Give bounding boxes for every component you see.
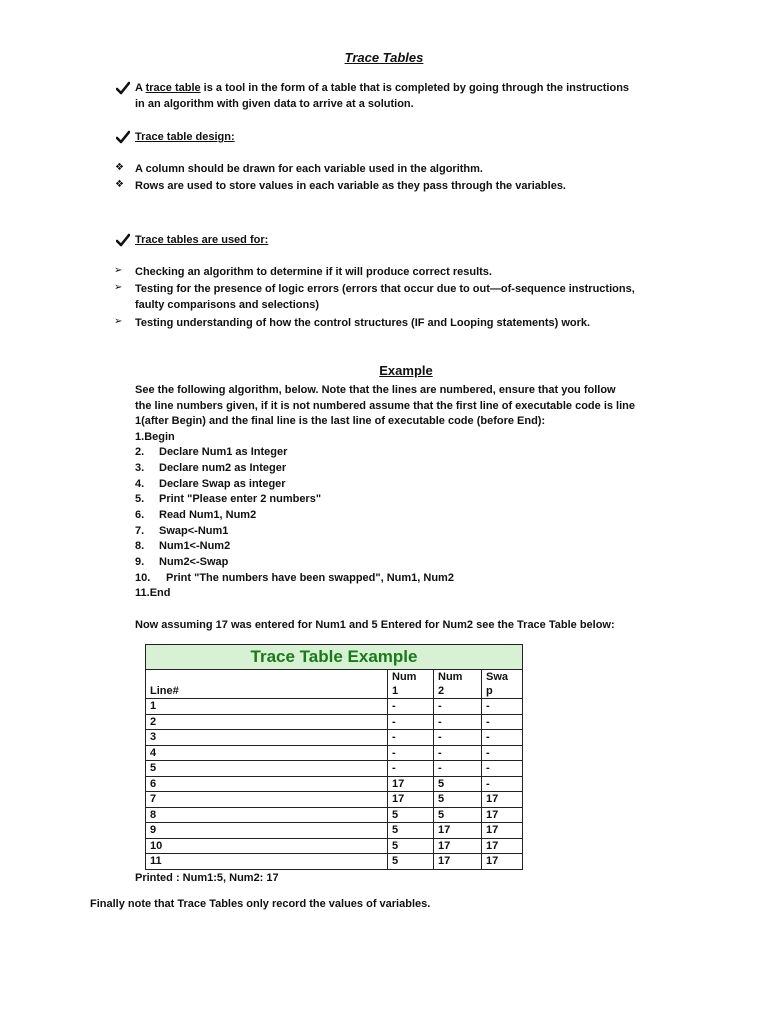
table-row: 1 - - - — [146, 699, 523, 715]
diamond-bullet-icon: ❖ — [115, 179, 124, 190]
uses-heading: Trace tables are used for: — [135, 234, 269, 246]
design-bullet: A column should be drawn for each variable used in the algorithm. — [135, 163, 483, 175]
algorithm-line-number: 5. — [135, 493, 145, 505]
algorithm-line-code: Print "Please enter 2 numbers" — [159, 493, 322, 505]
arrow-bullet-icon: ➢ — [114, 316, 123, 327]
checkmark-icon — [116, 233, 130, 247]
arrow-bullet-icon: ➢ — [114, 282, 123, 293]
table-row: 4 - - - — [146, 745, 523, 761]
uses-item: Checking an algorithm to determine if it will produce correct results. — [135, 266, 492, 278]
algorithm-line-code: Num1<-Num2 — [159, 540, 231, 552]
algorithm-line-code: Declare num2 as Integer — [159, 462, 287, 474]
example-heading: Example — [379, 363, 433, 378]
algorithm-line-number: 2. — [135, 446, 145, 458]
table-row: 3 - - - — [146, 730, 523, 746]
table-caption-row — [146, 645, 523, 670]
table-row: 7 17 5 17 — [146, 792, 523, 808]
header-line: Line# — [146, 670, 388, 699]
example-intro-line: See the following algorithm, below. Note that the lines are numbered, ensure that you follow — [135, 384, 616, 396]
algorithm-line-code: Read Num1, Num2 — [159, 509, 257, 521]
table-row: 10 5 17 17 — [146, 838, 523, 854]
uses-item: Testing understanding of how the control structures (IF and Looping statements) work. — [135, 317, 591, 329]
algorithm-line-number: 4. — [135, 478, 145, 490]
algorithm-line-code: Declare Num1 as Integer — [159, 446, 288, 458]
table-row: 9 5 17 17 — [146, 823, 523, 839]
table-caption: Trace Table Example — [146, 645, 523, 670]
diamond-bullet-icon: ❖ — [115, 162, 124, 173]
algorithm-line-number: 3. — [135, 462, 145, 474]
algorithm-line-number: 10. — [135, 572, 151, 584]
header-swap: Swa p — [482, 670, 523, 699]
algorithm-line-code: Swap<-Num1 — [159, 525, 229, 537]
uses-item-continued: faulty comparisons and selections) — [135, 299, 319, 311]
uses-item: Testing for the presence of logic errors (errors that occur due to out—of-sequence instructions, — [135, 283, 635, 295]
table-row: 6 17 5 - — [146, 776, 523, 792]
algorithm-line-number: 8. — [135, 540, 145, 552]
table-row: 2 - - - — [146, 714, 523, 730]
algorithm-line-code: Num2<-Swap — [159, 556, 229, 568]
algorithm-line-number: 7. — [135, 525, 145, 537]
algorithm-line-code: Declare Swap as integer — [159, 478, 286, 490]
arrow-bullet-icon: ➢ — [114, 265, 123, 276]
algorithm-line-number: 6. — [135, 509, 145, 521]
final-note: Finally note that Trace Tables only record the values of variables. — [90, 898, 431, 910]
checkmark-icon — [116, 81, 130, 95]
header-num1: Num 1 — [388, 670, 434, 699]
header-num2: Num 2 — [434, 670, 482, 699]
algorithm-line-number: 9. — [135, 556, 145, 568]
assumption-text: Now assuming 17 was entered for Num1 and 5 Entered for Num2 see the Trace Table below: — [135, 619, 615, 631]
trace-table — [145, 644, 523, 870]
checkmark-icon — [116, 130, 130, 144]
table-header-row — [146, 670, 523, 699]
algorithm-line: 11.End — [135, 587, 171, 599]
table-row: 5 - - - — [146, 761, 523, 777]
printed-output: Printed : Num1:5, Num2: 17 — [135, 872, 279, 884]
design-heading: Trace table design: — [135, 131, 235, 143]
algorithm-line-code: Print "The numbers have been swapped", Num1, Num2 — [166, 572, 454, 584]
table-row: 8 5 5 17 — [146, 807, 523, 823]
definition-term: trace table — [145, 82, 201, 94]
design-bullet: Rows are used to store values in each variable as they pass through the variables. — [135, 180, 566, 192]
example-intro-line: 1(after Begin) and the final line is the last line of executable code (before End): — [135, 415, 546, 427]
page-title: Trace Tables — [344, 50, 424, 65]
example-intro-line: the line numbers given, if it is not numbered assume that the first line of executable code is line — [135, 400, 635, 412]
table-row: 11 5 17 17 — [146, 854, 523, 870]
algorithm-line: 1.Begin — [135, 431, 175, 443]
definition-line-1: A trace table is a tool in the form of a table that is completed by going through the instructions — [135, 82, 630, 94]
definition-line-2: in an algorithm with given data to arrive at a solution. — [135, 98, 414, 110]
